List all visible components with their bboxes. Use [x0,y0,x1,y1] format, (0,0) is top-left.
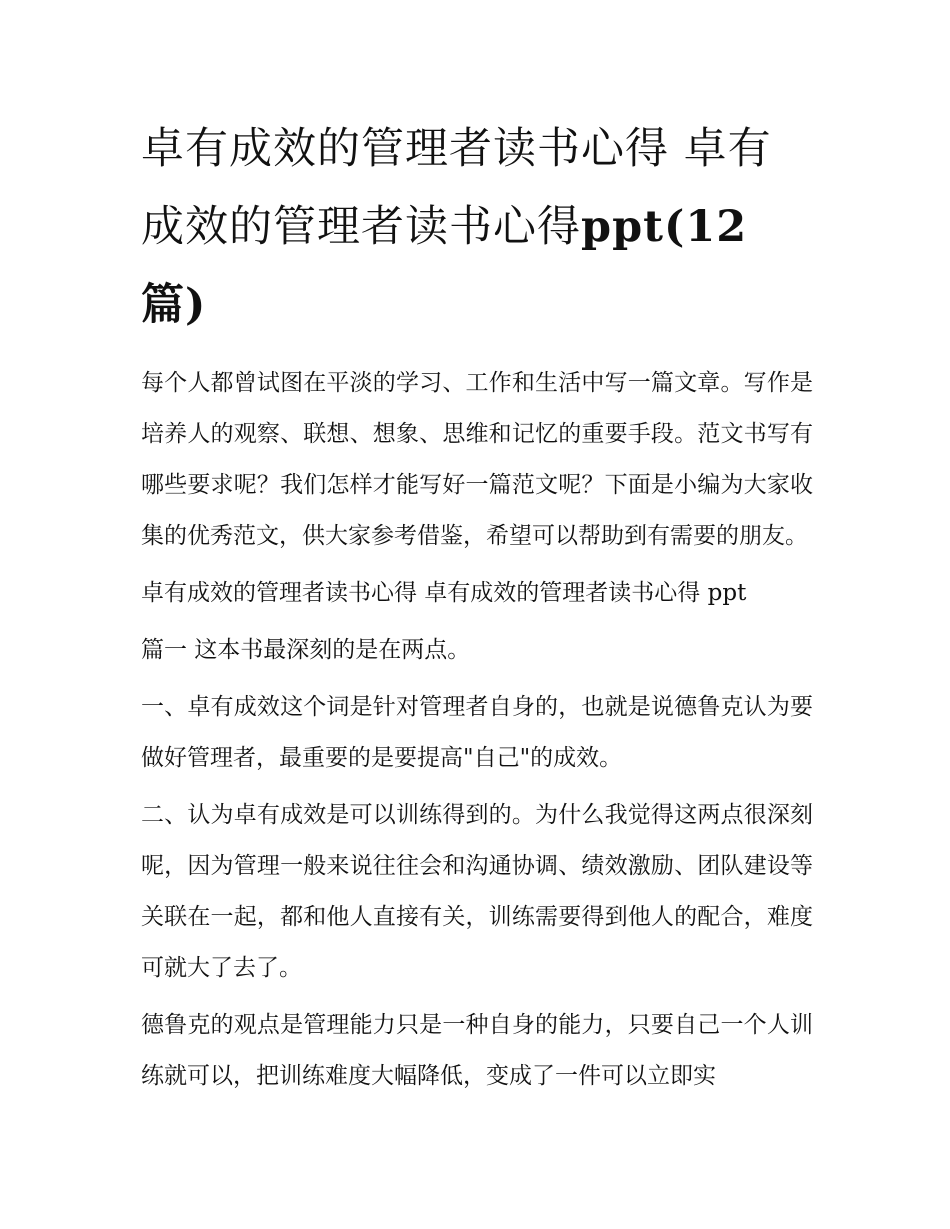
paragraph-part-one: 篇一 这本书最深刻的是在两点。 [141,637,471,663]
paragraph-point-two: 二、认为卓有成效是可以训练得到的。为什么我觉得这两点很深刻呢，因为管理一般来说往往会和沟通协调、绩效激励、团队建设等关联在一起，都和他人直接有关，训练需要得到他人的配合，难度可就大了去了。 [141,802,813,981]
paragraph-intro: 每个人都曾试图在平淡的学习、工作和生活中写一篇文章。写作是培养人的观察、联想、想象、思维和记忆的重要手段。范文书写有哪些要求呢？我们怎样才能写好一篇范文呢？下面是小编为大家收集的优秀范文，供大家参考借鉴，希望可以帮助到有需要的朋友。 [141,370,813,549]
paragraph-heading: 卓有成效的管理者读书心得 卓有成效的管理者读书心得 ppt [141,580,747,606]
document-title [141,110,813,344]
title-tail: ppt(12 篇) [141,202,748,330]
title-main: 卓有成效的管理者读书心得 卓有成效的管理者读书心得 [141,124,772,252]
document-page [141,110,813,1102]
paragraph-drucker-view: 德鲁克的观点是管理能力只是一种自身的能力，只要自己一个人训练就可以，把训练难度大幅降低，变成了一件可以立即实 [141,1012,813,1089]
paragraph-point-one: 一、卓有成效这个词是针对管理者自身的，也就是说德鲁克认为要做好管理者，最重要的是要提高"自己"的成效。 [141,694,813,771]
